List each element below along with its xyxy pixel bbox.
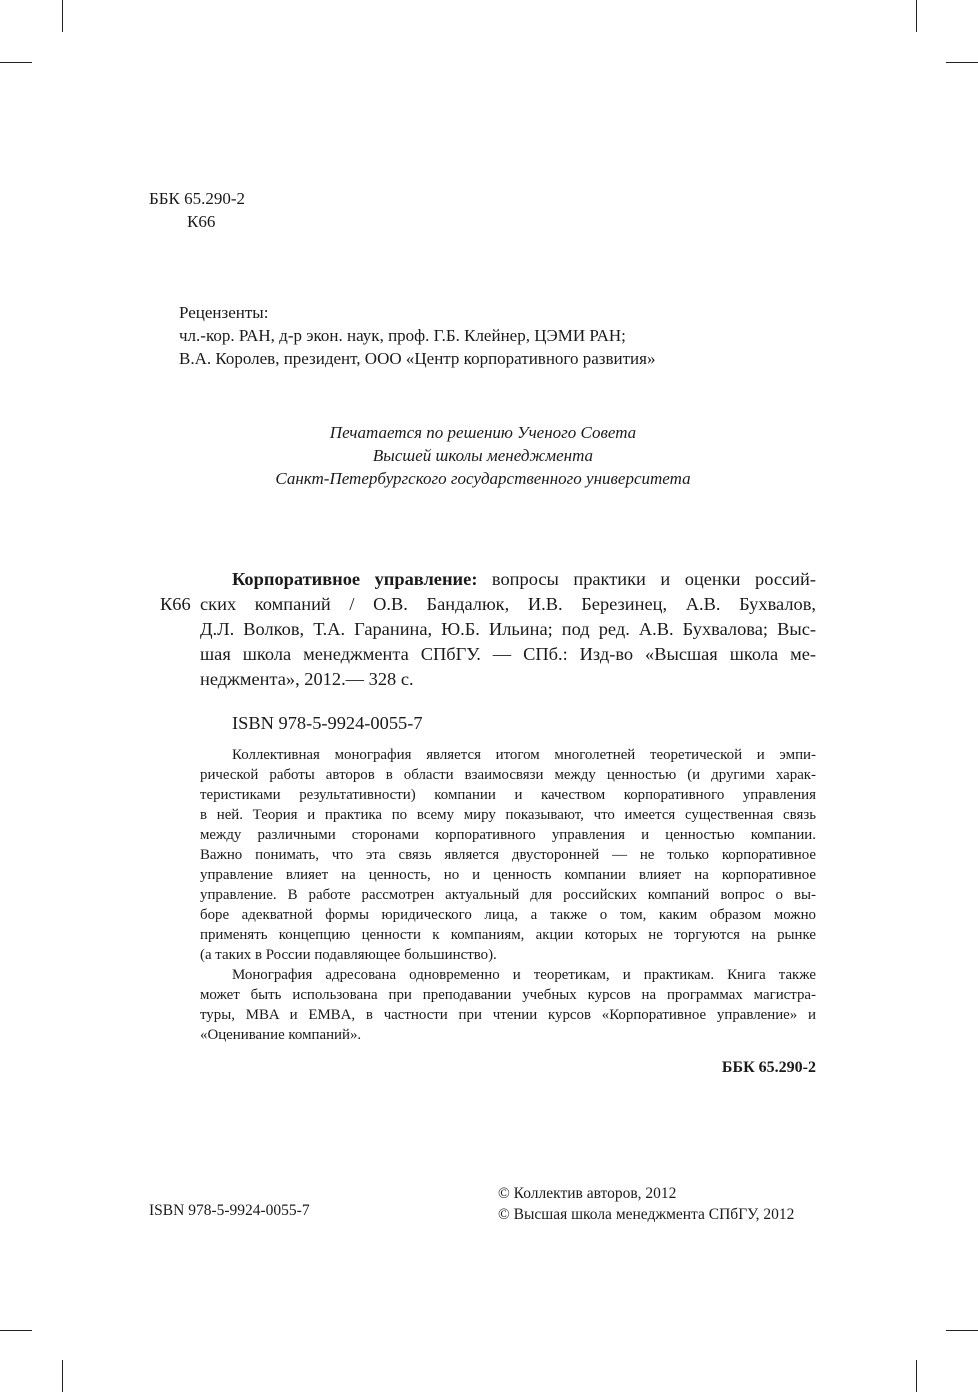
bbk-code-top: ББК 65.290-2 bbox=[149, 189, 246, 208]
author-mark-top: К66 bbox=[187, 212, 216, 231]
copyright-block bbox=[498, 1183, 794, 1225]
publication-note-line: Санкт-Петербургского государственного университета bbox=[275, 469, 691, 488]
crop-mark-top-left bbox=[62, 0, 63, 32]
crop-mark-bottom-right-horizontal bbox=[946, 1330, 978, 1331]
annotation-line: в ней. Теория и практика по всему миру показывают, что имеется существенная связь bbox=[200, 807, 816, 823]
crop-mark-bottom-right bbox=[916, 1360, 917, 1392]
book-title: Корпоративное управление: bbox=[232, 569, 478, 589]
bibliographic-line: Д.Л. Волков, Т.А. Гаранина, Ю.Б. Ильина; под ред. А.В. Бухвалова; Выс- bbox=[200, 619, 816, 639]
annotation-line: рической работы авторов в области взаимосвязи между ценностью (и другими харак- bbox=[200, 767, 816, 783]
annotation-line: Монография адресована одновременно и теоретикам, и практикам. Книга также bbox=[232, 967, 816, 983]
crop-mark-bottom-left-horizontal bbox=[0, 1330, 32, 1331]
annotation-line: «Оценивание компаний». bbox=[200, 1027, 362, 1043]
crop-mark-bottom-left bbox=[62, 1360, 63, 1392]
copyright-line: © Высшая школа менеджмента СПбГУ, 2012 bbox=[498, 1206, 795, 1223]
reviewer-2: В.А. Королев, президент, ООО «Центр корпоративного развития» bbox=[179, 349, 656, 368]
annotation-line: между различными сторонами корпоративного управления и ценностью компании. bbox=[200, 827, 816, 843]
bibliographic-line: шая школа менеджмента СПбГУ. — СПб.: Изд-во «Высшая школа ме- bbox=[200, 644, 816, 664]
title-continuation: вопросы практики и оценки россий- bbox=[477, 569, 816, 589]
bibliographic-record bbox=[200, 567, 816, 692]
isbn-bottom: ISBN 978-5-9924-0055-7 bbox=[149, 1202, 310, 1219]
crop-mark-top-left-horizontal bbox=[0, 62, 32, 63]
annotation-line: туры, MBA и EMBA, в частности при чтении курсов «Корпоративное управление» и bbox=[200, 1007, 816, 1023]
copyright-line: © Коллектив авторов, 2012 bbox=[498, 1185, 677, 1202]
annotation-line: может быть использована при преподавании учебных курсов на программах магистра- bbox=[200, 987, 816, 1003]
annotation-line: применять концепцию ценности к компаниям, акции которых не торгуются на рынке bbox=[200, 927, 816, 943]
bbk-code-bottom: ББК 65.290-2 bbox=[721, 1059, 816, 1076]
annotation-line: боре адекватной формы юридического лица, а также о том, каким образом можно bbox=[200, 907, 816, 923]
publication-note-line: Высшей школы менеджмента bbox=[372, 446, 594, 465]
annotation-line: Коллективная монография является итогом многолетней теоретической и эмпи- bbox=[232, 747, 816, 763]
crop-mark-top-right bbox=[916, 0, 917, 32]
annotation-line: управление влияет на ценность, но и ценность компании влияет на корпоративное bbox=[200, 867, 816, 883]
bibliographic-line bbox=[200, 567, 816, 592]
bibliographic-side-mark: К66 bbox=[160, 594, 191, 614]
annotation-line: теристиками результативности) компании и качеством корпоративного управления bbox=[200, 787, 816, 803]
reviewers-heading: Рецензенты: bbox=[179, 303, 269, 322]
annotation-line: управление. В работе рассмотрен актуальный для российских компаний вопрос о вы- bbox=[200, 887, 816, 903]
bibliographic-line: неджмента», 2012.— 328 с. bbox=[200, 669, 414, 689]
bibliographic-line: ских компаний / О.В. Бандалюк, И.В. Березинец, А.В. Бухвалов, bbox=[200, 594, 816, 614]
annotation-line: (а таких в России подавляющее большинство). bbox=[200, 947, 497, 963]
annotation-line: Важно понимать, что эта связь является двусторонней — не только корпоративное bbox=[200, 847, 816, 863]
annotation bbox=[200, 745, 816, 1045]
crop-mark-top-right-horizontal bbox=[946, 62, 978, 63]
isbn-main: ISBN 978-5-9924-0055-7 bbox=[232, 713, 423, 733]
publication-note bbox=[200, 421, 766, 490]
publication-note-line: Печатается по решению Ученого Совета bbox=[329, 423, 637, 442]
reviewer-1: чл.-кор. РАН, д-р экон. наук, проф. Г.Б. Клейнер, ЦЭМИ РАН; bbox=[179, 326, 626, 345]
